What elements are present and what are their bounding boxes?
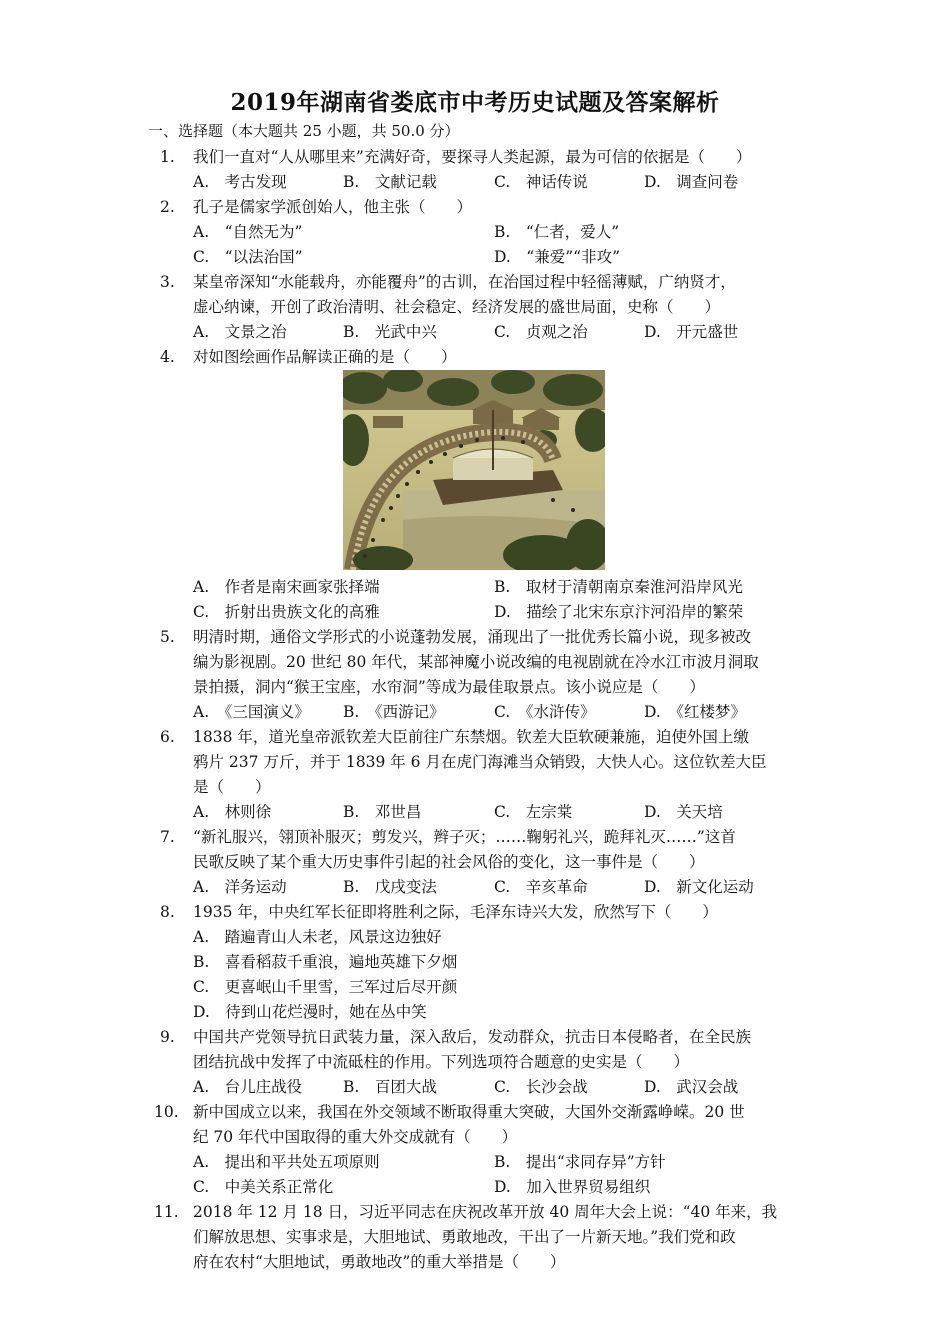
option-b: B. 邓世昌 [343, 803, 422, 821]
question-3 [0, 270, 950, 345]
option-a: A. 踏遍青山人未老，风景这边独好 [193, 928, 442, 946]
question-number: 8. [160, 903, 175, 921]
question-text: 1935 年，中央红军长征即将胜利之际，毛泽东诗兴大发，欣然写下（ ） [193, 903, 718, 921]
question-text: 民歌反映了某个重大历史事件引起的社会风俗的变化，这一事件是（ ） [193, 853, 705, 871]
option-row [0, 1075, 950, 1100]
option-c: C. 长沙会战 [494, 1078, 588, 1096]
option-b: B. “仁者，爱人” [494, 223, 620, 241]
question-number: 7. [160, 828, 175, 846]
option-d: D. 调查问卷 [644, 173, 739, 191]
option-row [0, 320, 950, 345]
option-b: B. 喜看稻菽千重浪，遍地英雄下夕烟 [193, 953, 458, 971]
option-d: D. 新文化运动 [644, 878, 754, 896]
option-row [0, 575, 950, 600]
option-c: C. 贞观之治 [494, 323, 588, 341]
question-1 [0, 145, 950, 195]
question-number: 5. [160, 628, 175, 646]
option-a: A. 《三国演义》 [193, 703, 310, 721]
question-number: 4. [160, 348, 175, 366]
option-d: D. 描绘了北宋东京汴河沿岸的繁荣 [494, 603, 744, 621]
option-row [0, 875, 950, 900]
question-number: 10. [154, 1103, 179, 1121]
option-a: A. 考古发现 [193, 173, 287, 191]
page-title: 2019年湖南省娄底市中考历史试题及答案解析 [230, 89, 720, 116]
option-c: C. 更喜岷山千里雪，三军过后尽开颜 [193, 978, 458, 996]
option-b: B. 戊戌变法 [343, 878, 437, 896]
question-list [0, 145, 950, 1275]
option-row [0, 925, 950, 950]
option-a: A. 台儿庄战役 [193, 1078, 303, 1096]
option-row [0, 1150, 950, 1175]
question-7 [0, 825, 950, 900]
option-a: A. 文景之治 [193, 323, 287, 341]
question-6 [0, 725, 950, 825]
option-b: B. 取材于清朝南京秦淮河沿岸风光 [494, 578, 743, 596]
question-5 [0, 625, 950, 725]
question-number: 3. [160, 273, 175, 291]
question-text: 我们一直对“人从哪里来”充满好奇，要探寻人类起源，最为可信的依据是（ ） [193, 148, 752, 166]
question-text: 2018 年 12 月 18 日，习近平同志在庆祝改革开放 40 周年大会上说：“40 年来，我 [193, 1203, 778, 1221]
section-heading: 一、选择题（本大题共 25 小题，共 50.0 分） [148, 122, 460, 140]
option-row [0, 245, 950, 270]
option-a: A. “自然无为” [193, 223, 303, 241]
option-d: D. 《红楼梦》 [644, 703, 747, 721]
option-c: C. 神话传说 [494, 173, 588, 191]
question-text: 团结抗战中发挥了中流砥柱的作用。下列选项符合题意的史实是（ ） [193, 1053, 690, 1071]
option-row [0, 220, 950, 245]
question-4 [0, 345, 950, 625]
question-text: 明清时期，通俗文学形式的小说蓬勃发展，涌现出了一批优秀长篇小说，现多被改 [193, 628, 752, 646]
question-text: 孔子是儒家学派创始人，他主张（ ） [193, 198, 473, 216]
option-c: C. 左宗棠 [494, 803, 573, 821]
question-text: 纪 70 年代中国取得的重大外交成就有（ ） [193, 1128, 518, 1146]
question-text: 对如图绘画作品解读正确的是（ ） [193, 348, 457, 366]
option-a: A. 林则徐 [193, 803, 272, 821]
option-row [0, 800, 950, 825]
option-b: B. 百团大战 [343, 1078, 437, 1096]
option-b: B. 提出“求同存异”方针 [494, 1153, 666, 1171]
option-row [0, 1000, 950, 1025]
question-text: 编为影视剧。20 世纪 80 年代，某部神魔小说改编的电视剧就在冷水江市波月洞取 [193, 653, 759, 671]
question-text: 新中国成立以来，我国在外交领域不断取得重大突破，大国外交渐露峥嵘。20 世 [193, 1103, 745, 1121]
option-c: C. 辛亥革命 [494, 878, 588, 896]
option-row [0, 1175, 950, 1200]
painting-figure [0, 370, 950, 575]
question-11 [0, 1200, 950, 1275]
question-number: 9. [160, 1028, 175, 1046]
option-row [0, 600, 950, 625]
option-d: D. 加入世界贸易组织 [494, 1178, 651, 1196]
question-text: 1838 年，道光皇帝派钦差大臣前往广东禁烟。钦差大臣软硬兼施，迫使外国上缴 [193, 728, 749, 746]
question-text: 中国共产党领导抗日武装力量，深入敌后，发动群众，抗击日本侵略者，在全民族 [193, 1028, 752, 1046]
option-c: C. “以法治国” [193, 248, 303, 266]
question-text: 府在农村“大胆地试，勇敢地改”的重大举措是（ ） [193, 1253, 566, 1271]
option-a: A. 作者是南宋画家张择端 [193, 578, 380, 596]
option-row [0, 170, 950, 195]
option-b: B. 光武中兴 [343, 323, 437, 341]
option-b: B. 文献记载 [343, 173, 437, 191]
question-number: 11. [154, 1203, 179, 1221]
question-text: 景拍摄，洞内“猴王宝座，水帘洞”等成为最佳取景点。该小说应是（ ） [193, 678, 705, 696]
option-d: D. “兼爱”“非攻” [494, 248, 620, 266]
option-row [0, 950, 950, 975]
option-d: D. 待到山花烂漫时，她在丛中笑 [193, 1003, 427, 1021]
option-d: D. 关天培 [644, 803, 723, 821]
qingming-painting-image [343, 370, 605, 570]
question-text: 虚心纳谏，开创了政治清明、社会稳定、经济发展的盛世局面，史称（ ） [193, 298, 721, 316]
question-8 [0, 900, 950, 1025]
option-b: B. 《西游记》 [343, 703, 445, 721]
option-row [0, 975, 950, 1000]
question-text: “新礼服兴，翎顶补服灭；剪发兴，辫子灭；……鞠躬礼兴，跪拜礼灭……”这首 [193, 828, 736, 846]
question-10 [0, 1100, 950, 1200]
option-c: C. 《水浒传》 [494, 703, 596, 721]
option-c: C. 中美关系正常化 [193, 1178, 334, 1196]
option-a: A. 提出和平共处五项原则 [193, 1153, 380, 1171]
option-d: D. 开元盛世 [644, 323, 739, 341]
question-number: 6. [160, 728, 175, 746]
question-number: 2. [160, 198, 175, 216]
option-a: A. 洋务运动 [193, 878, 287, 896]
question-2 [0, 195, 950, 270]
question-text: 鸦片 237 万斤，并于 1839 年 6 月在虎门海滩当众销毁，大快人心。这位钦差大臣 [193, 753, 767, 771]
question-text: 某皇帝深知“水能载舟，亦能覆舟”的古训，在治国过程中轻徭薄赋，广纳贤才， [193, 273, 736, 291]
question-text: 们解放思想、实事求是，大胆地试、勇敢地改，干出了一片新天地。”我们党和政 [193, 1228, 736, 1246]
question-9 [0, 1025, 950, 1100]
question-text: 是（ ） [193, 778, 271, 796]
option-c: C. 折射出贵族文化的高雅 [193, 603, 380, 621]
question-number: 1. [160, 148, 175, 166]
option-d: D. 武汉会战 [644, 1078, 739, 1096]
option-row [0, 700, 950, 725]
